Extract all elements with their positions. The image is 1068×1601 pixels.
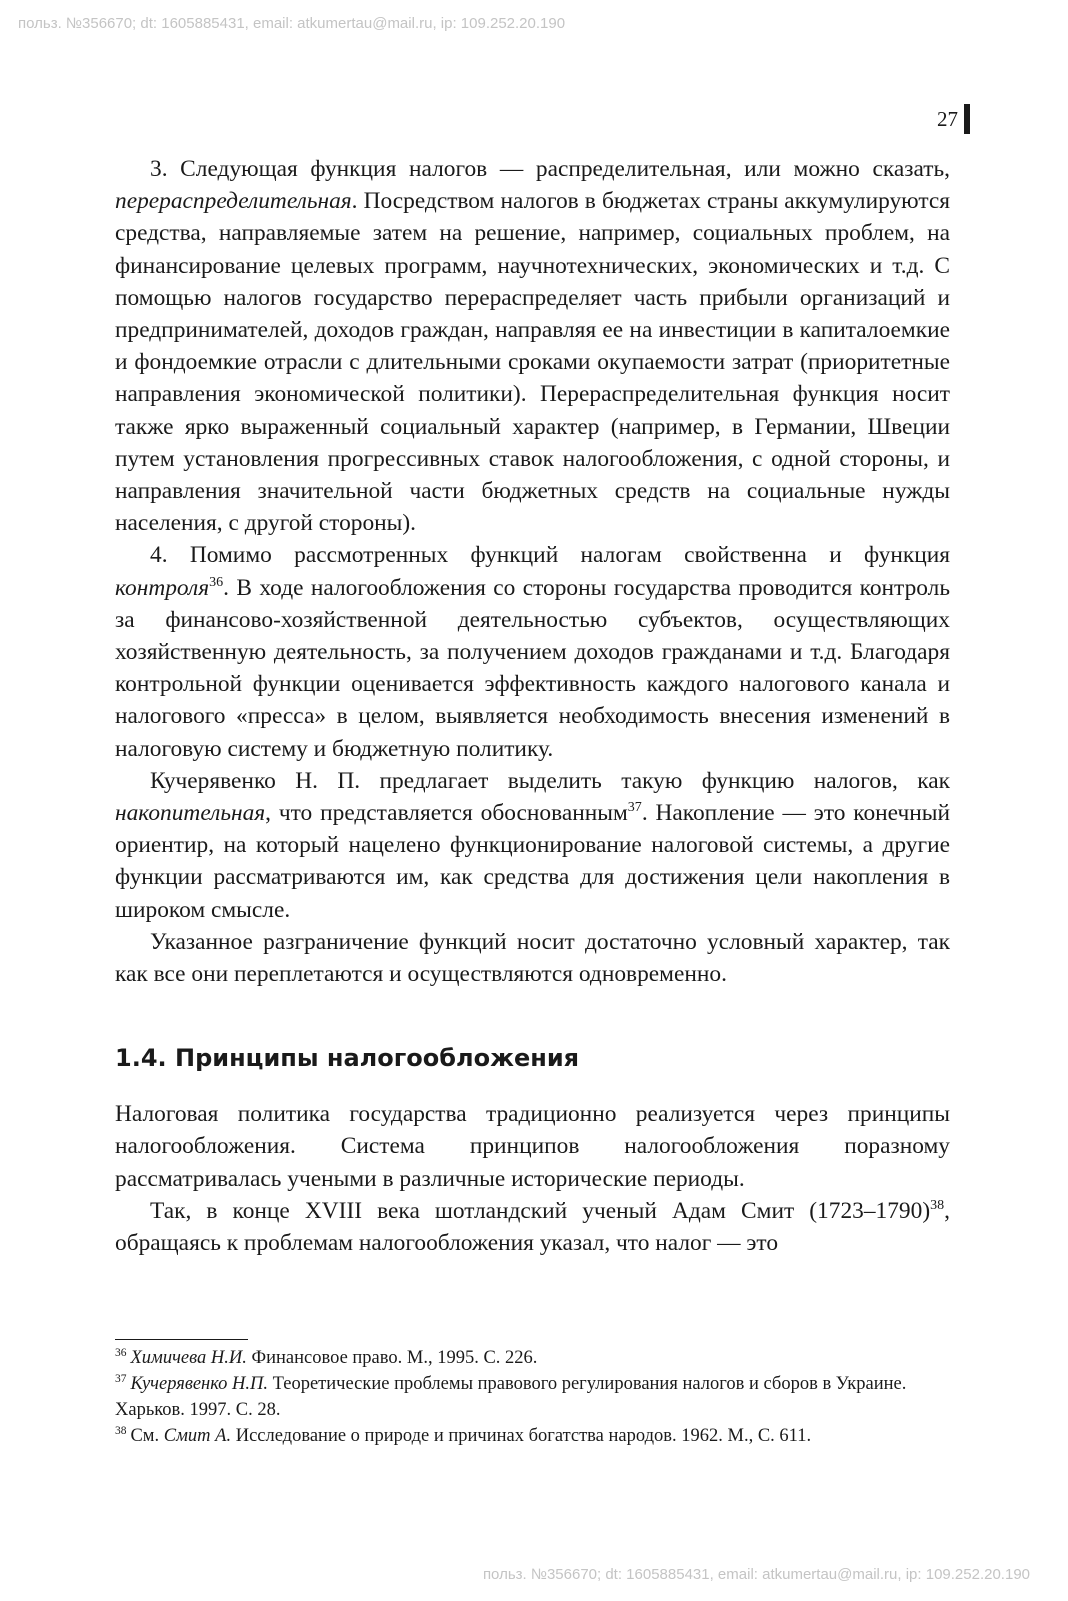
footnote-divider xyxy=(115,1339,248,1340)
paragraph-redistribution-function: 3. Следующая функция налогов — распределительная, или можно сказать, перераспределительная. Посредством налогов в бюджетах страны аккумулируются средства, направляемые затем на решение, например, социальных проблем, на финансирование целевых программ, научнотехнических, экономических и т.д. С помощью налогов государство перераспределяет часть прибыли организаций и предпринимателей, доходов граждан, направляя ее на инвестиции в капиталоемкие и фондоемкие отрасли с длительными сроками окупаемости затрат (приоритетные направления экономической политики). Перераспределительная функция носит также ярко выраженный социальный характер (например, в Германии, Швеции путем установления прогрессивных ставок налогообложения, с одной стороны, и направления значительной части бюджетных средств на социальные нужды населения, с другой стороны). xyxy=(115,156,950,537)
paragraph-control-function: 4. Помимо рассмотренных функций налогам свойственна и функция контроля$^{36}$. В ходе налогообложения со стороны государства проводится контроль за финансово-хозяйственной деятельностью субъектов, осуществляющих хозяйственную деятельность, за получением доходов гражданами и т.д. Благодаря контрольной функции оценивается эффективность каждого налогового канала и налогового «пресса» в целом, выявляется необходимость внесения изменений в налоговую систему и бюджетную политику. xyxy=(115,542,950,762)
footnote-36: $^{36}$ Химичева Н.И. Финансовое право. М., 1995. С. 226. xyxy=(115,1346,538,1368)
footnote-ref-38: 38 xyxy=(930,1197,945,1214)
page-number-bar xyxy=(964,104,970,134)
paragraph-accumulative-function: Кучерявенко Н. П. предлагает выделить такую функцию налогов, как накопительная, что представляется обоснованным$^{37}$. Накопление — это конечный ориентир, на который нацелено функционирование налоговой системы, а другие функции рассматриваются им, как средства для достижения цели накопления в широком смысле. xyxy=(115,767,950,923)
footnote-37: $^{37}$ Кучерявенко Н.П. Теоретические проблемы правового регулирования налогов и сборов в Украине. Харьков. 1997. С. 28. xyxy=(115,1372,907,1420)
watermark-bottom: польз. №356670; dt: 1605885431, email: atkumertau@mail.ru, ip: 109.252.20.190 xyxy=(482,1566,1030,1583)
section-heading: 1.4. Принципы налогообложения xyxy=(115,1044,580,1073)
footnote-38: $^{38}$ См. Смит А. Исследование о природе и причинах богатства народов. 1962. М., С. 611. xyxy=(115,1424,812,1446)
page-body xyxy=(115,153,950,1259)
footnote-ref-37: 37 xyxy=(627,799,642,816)
footnote-ref-36: 36 xyxy=(209,573,224,590)
page-number xyxy=(937,104,970,134)
footnotes xyxy=(115,1345,950,1449)
term-redistributive: перераспределительная xyxy=(115,188,352,215)
watermark-top: польз. №356670; dt: 1605885431, email: atkumertau@mail.ru, ip: 109.252.20.190 xyxy=(18,15,566,32)
paragraph-adam-smith: Так, в конце XVIII века шотландский ученый Адам Смит (1723–1790)$^{38}$, обращаясь к проблемам налогообложения указал, что налог — это xyxy=(115,1197,950,1257)
term-accumulative: накопительная xyxy=(115,800,266,827)
paragraph-conditional-division: Указанное разграничение функций носит достаточно условный характер, так как все они переплетаются и осуществляются одновременно. xyxy=(115,928,950,988)
page-number-text: 27 xyxy=(937,106,958,131)
term-control: контроля xyxy=(115,574,210,601)
paragraph-tax-policy-principles: Налоговая политика государства традиционно реализуется через принципы налогообложения. Система принципов налогообложения поразному рассматривалась учеными в различные исторические периоды. xyxy=(115,1101,950,1192)
